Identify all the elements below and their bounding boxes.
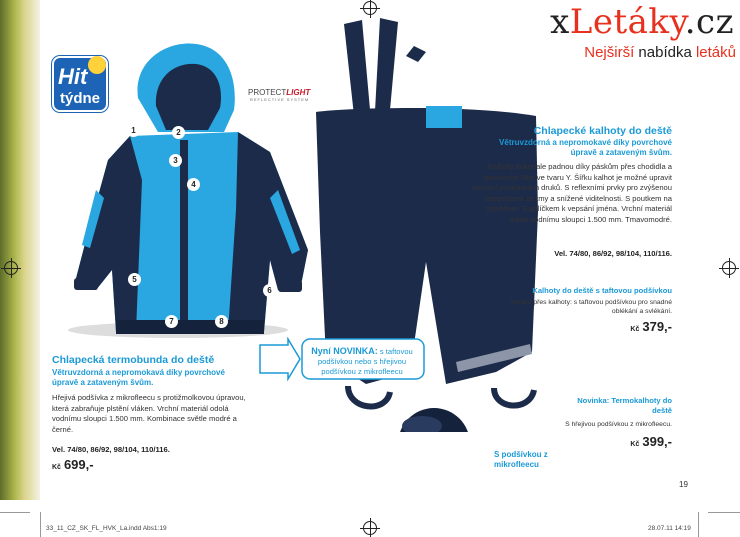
trim-mark xyxy=(0,512,30,513)
jacket-subtitle: Větruvzdorná a nepromokavá díky povrchové úpravě a zataveným švům. xyxy=(52,368,225,387)
fleece-variant-description: S hřejivou podšívkou z mikrofleecu. xyxy=(565,421,672,428)
protect-light-logo: PROTECTLIGHT REFLECTIVE SYSTEM xyxy=(248,88,311,102)
registration-mark xyxy=(722,261,736,275)
fleece-detail-label: S podšívkou z mikrofleecu xyxy=(494,450,548,469)
jacket-title: Chlapecká termobunda do deště xyxy=(52,354,215,366)
fleece-variant-price: Kč 399,- xyxy=(630,434,672,449)
trim-mark xyxy=(698,512,699,537)
callout-3: 3 xyxy=(169,154,182,167)
trim-mark xyxy=(40,512,41,537)
callout-4: 4 xyxy=(187,178,200,191)
callout-8: 8 xyxy=(215,315,228,328)
badge-line2: týdne xyxy=(59,90,100,107)
badge-line1: Hit xyxy=(58,64,88,89)
pants-title: Chlapecké kalhoty do deště xyxy=(533,125,672,137)
novinka-text: Nyní NOVINKA: s taftovou podšívkou nebo s hřejivou podšívkou z mikrofleecu xyxy=(311,346,413,376)
fleece-variant-title: Novinka: Termokalhoty do deště xyxy=(577,396,672,415)
jacket-description: Hřejivá podšívka z mikrofleecu s protižmolkovou úpravou, která zabraňuje plstění vláken. Vrchní materiál odolá vodnímu sloupci 1.500 mm. Kombinace světle modré a černé. xyxy=(52,393,246,434)
callout-7: 7 xyxy=(165,315,178,328)
jacket-price: Kč 699,- xyxy=(52,457,94,472)
watermark-subtitle: Nejširší nabídka letáků xyxy=(584,44,736,61)
trim-mark xyxy=(708,512,740,513)
watermark-title: xLetáky.cz xyxy=(550,2,734,42)
pants-description: Kalhoty dokonale padnou díky páskům přes chodidla a posuvným šlím ve tvaru Y. Šířku kalhot je možné upravit pomocí postranních druků. S reflexními prvky pro zvýšenou bezpečnost za tmy a snížené viditelnosti. S poutkem na pověšení. S políčkem k vepsání jména. Vrchní materiál odolá vodnímu sloupci 1.500 mm. Tmavomodré. xyxy=(472,162,672,224)
footer-file-info: 33_11_CZ_SK_FL_HVK_La.indd Abs1:19 xyxy=(46,525,167,532)
spine-bottom xyxy=(0,500,40,537)
callout-1: 1 xyxy=(127,124,140,137)
registration-mark xyxy=(363,521,377,535)
callout-6: 6 xyxy=(263,284,276,297)
page-number: 19 xyxy=(679,480,688,489)
callout-2: 2 xyxy=(172,126,185,139)
jacket-sizes: Vel. 74/80, 86/92, 98/104, 110/116. xyxy=(52,445,170,454)
callout-5: 5 xyxy=(128,273,141,286)
pants-sizes: Vel. 74/80, 86/92, 98/104, 110/116. xyxy=(554,249,672,258)
taft-variant-description: Ideální přes kalhoty: s taftovou podšívkou pro snadné oblékání a svlékání. xyxy=(511,299,672,315)
taft-variant-title: Kalhoty do deště s taftovou podšívkou xyxy=(532,286,672,295)
footer-timestamp: 28.07.11 14:19 xyxy=(648,525,691,532)
registration-mark xyxy=(4,261,18,275)
taft-variant-price: Kč 379,- xyxy=(630,319,672,334)
pants-subtitle: Větruvzdorná a nepromokavé díky povrchové úpravě a zataveným švům. xyxy=(499,138,672,157)
